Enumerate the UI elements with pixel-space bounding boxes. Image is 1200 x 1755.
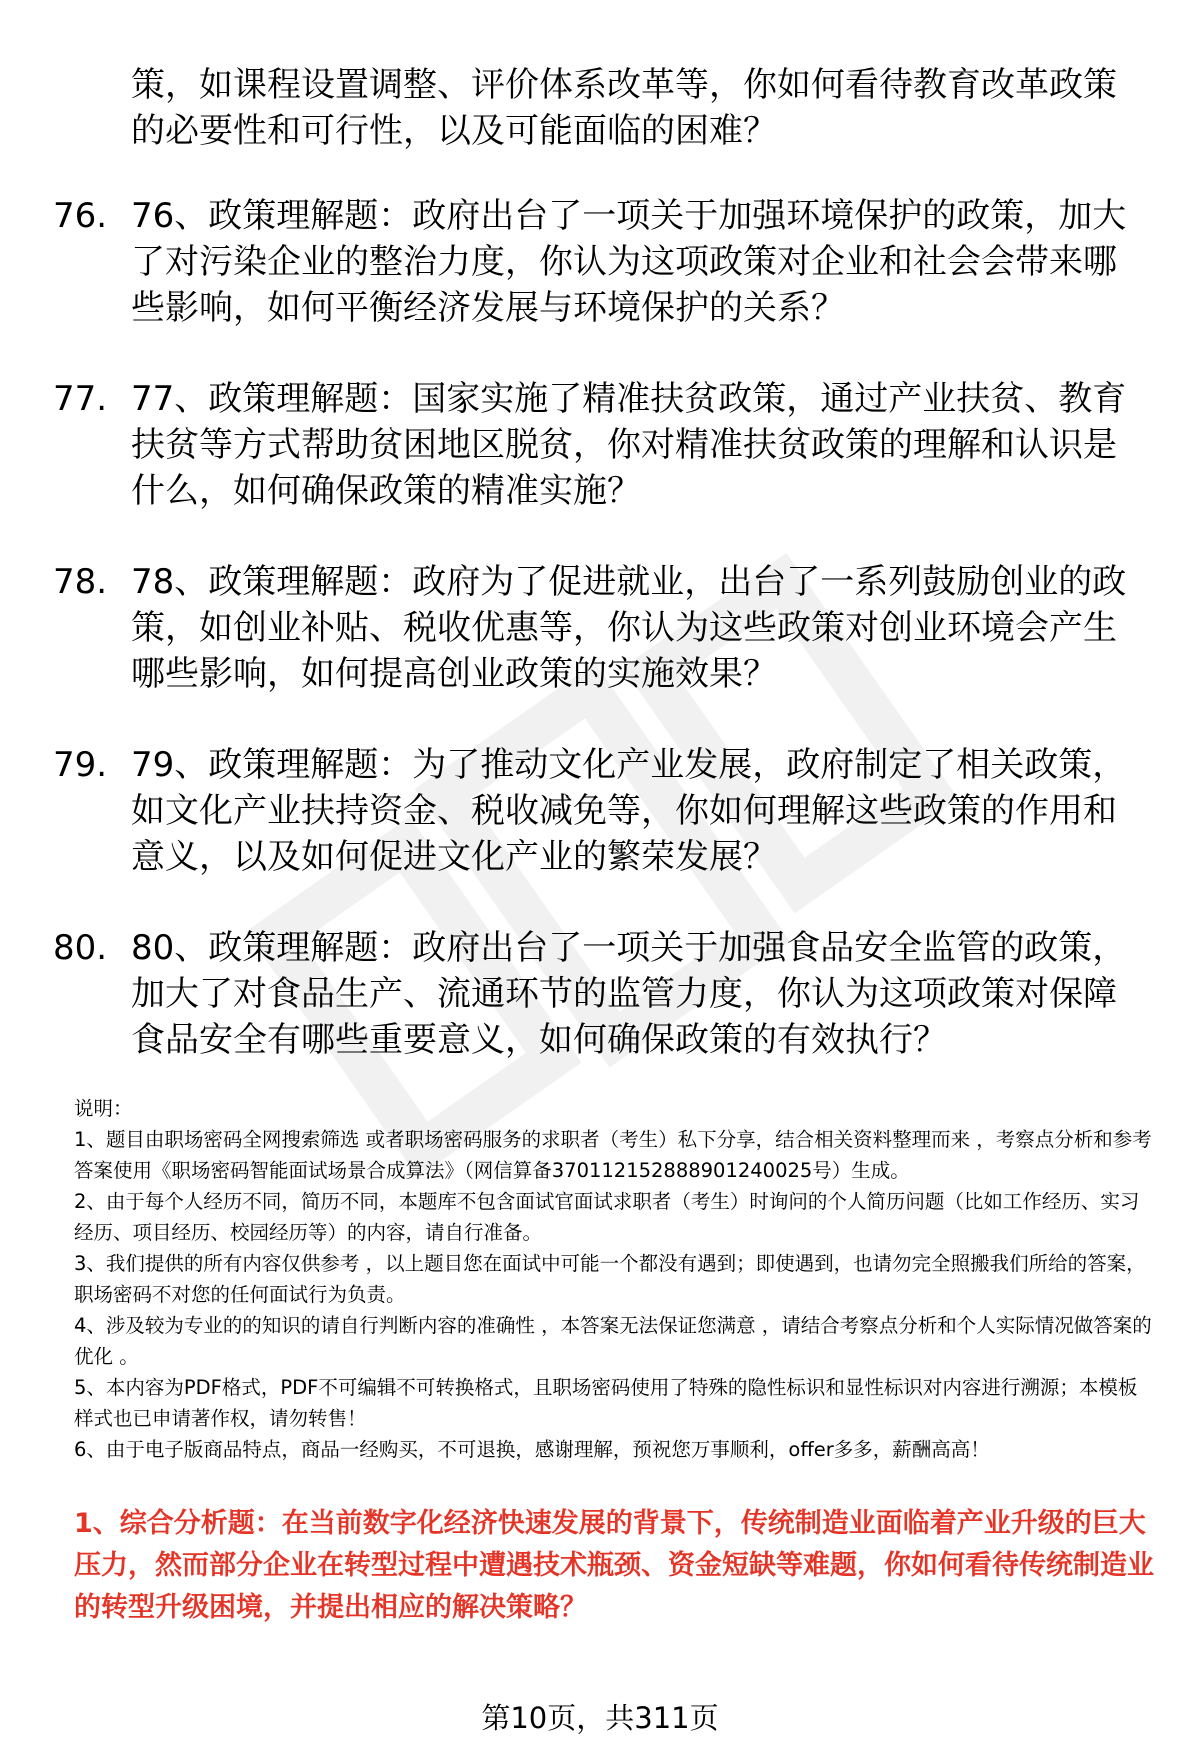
question-number: 78. xyxy=(53,562,108,602)
question-text: 80、政策理解题：政府出台了一项关于加强食品安全监管的政策，加大了对食品生产、流通环节的监管力度，你认为这项政策对保障食品安全有哪些重要意义，如何确保政策的有效执行？ xyxy=(131,928,1127,1060)
note-item-4: 4、涉及较为专业的的知识的请自行判断内容的准确性 ，本答案无法保证您满意 ，请结合考察点分析和个人实际情况做答案的优化 。 xyxy=(74,1314,1152,1368)
question-text: 77、政策理解题：国家实施了精准扶贫政策，通过产业扶贫、教育扶贫等方式帮助贫困地区脱贫，你对精准扶贫政策的理解和认识是什么，如何确保政策的精准实施？ xyxy=(131,379,1127,511)
question-number: 77. xyxy=(53,379,108,419)
question-item-78 xyxy=(0,559,1200,742)
note-item-1: 1、题目由职场密码全网搜索筛选 或者职场密码服务的求职者（考生）私下分享，结合相关资料整理而来 ，考察点分析和参考答案使用《职场密码智能面试场景合成算法》（网信算备370112152888901240025号）生成。 xyxy=(74,1128,1152,1182)
question-item-76 xyxy=(0,193,1200,376)
question-number: 79. xyxy=(53,745,108,785)
question-number: 80. xyxy=(53,928,108,968)
question-75-continuation: 策，如课程设置调整、评价体系改革等，你如何看待教育改革政策的必要性和可行性，以及可能面临的困难？ xyxy=(131,65,1117,151)
question-text: 76、政策理解题：政府出台了一项关于加强环境保护的政策，加大了对污染企业的整治力度，你认为这项政策对企业和社会会带来哪些影响，如何平衡经济发展与环境保护的关系？ xyxy=(131,196,1127,328)
notes-section xyxy=(74,1093,1154,1465)
note-item-5: 5、本内容为PDF格式，PDF不可编辑不可转换格式，且职场密码使用了特殊的隐性标识和显性标识对内容进行溯源；本模板样式也已申请著作权，请勿转售！ xyxy=(74,1376,1138,1430)
question-text: 78、政策理解题：政府为了促进就业，出台了一系列鼓励创业的政策，如创业补贴、税收优惠等，你认为这些政策对创业环境会产生哪些影响，如何提高创业政策的实施效果？ xyxy=(131,562,1127,694)
question-number: 76. xyxy=(53,196,108,236)
notes-title: 说明： xyxy=(74,1097,133,1120)
note-item-2: 2、由于每个人经历不同，简历不同，本题库不包含面试官面试求职者（考生）时询问的个人简历问题（比如工作经历、实习经历、项目经历、校园经历等）的内容，请自行准备。 xyxy=(74,1190,1140,1244)
question-list xyxy=(0,193,1200,1108)
question-item-79 xyxy=(0,742,1200,925)
page-number-footer: 第10页，共311页 xyxy=(481,1701,719,1735)
question-item-77 xyxy=(0,376,1200,559)
highlighted-question: 1、综合分析题：在当前数字化经济快速发展的背景下，传统制造业面临着产业升级的巨大压力，然而部分企业在转型过程中遭遇技术瓶颈、资金短缺等难题，你如何看待传统制造业的转型升级困境，并提出相应的解决策略？ xyxy=(74,1508,1154,1623)
note-item-3: 3、我们提供的所有内容仅供参考 ，以上题目您在面试中可能一个都没有遇到；即使遇到，也请勿完全照搬我们所给的答案，职场密码不对您的任何面试行为负责。 xyxy=(74,1252,1146,1306)
question-item-80 xyxy=(0,925,1200,1108)
question-text: 79、政策理解题：为了推动文化产业发展，政府制定了相关政策，如文化产业扶持资金、税收减免等，你如何理解这些政策的作用和意义，以及如何促进文化产业的繁荣发展？ xyxy=(131,745,1127,877)
note-item-6: 6、由于电子版商品特点，商品一经购买，不可退换，感谢理解，预祝您万事顺利，offer多多，薪酬高高！ xyxy=(74,1438,990,1461)
